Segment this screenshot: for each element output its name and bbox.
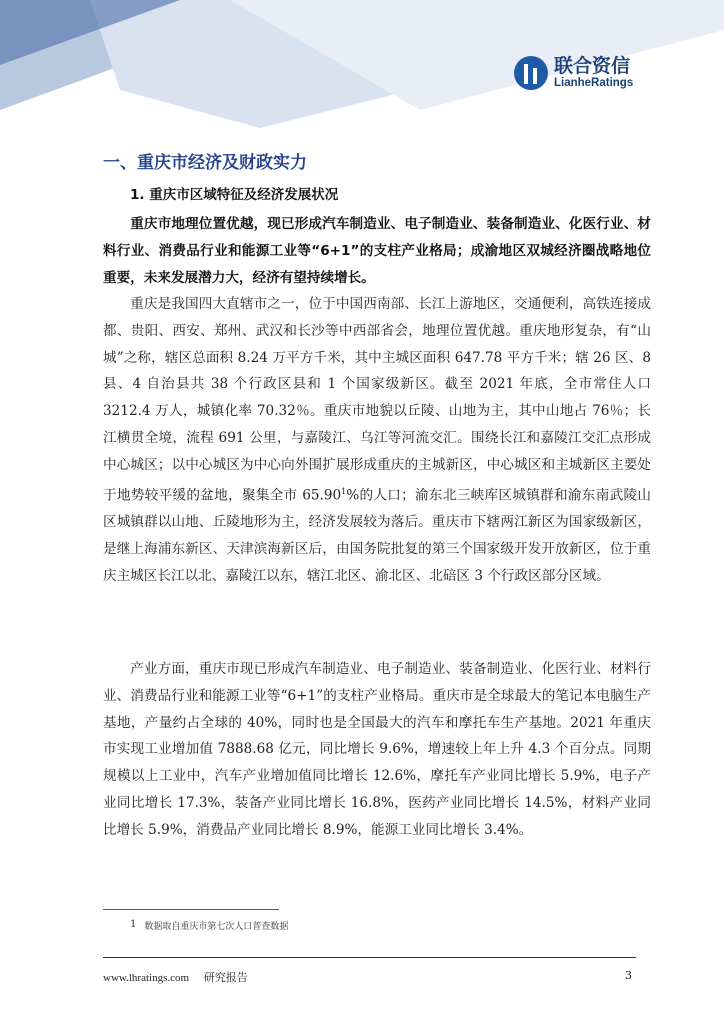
geography-paragraph [103,291,651,589]
geography-text: 重庆是我国四大直辖市之一，位于中国西南部、长江上游地区，交通便利，高铁连接成都、贵阳、西安、郑州、武汉和长沙等中西部省会，地理位置优越。重庆地形复杂，有“山城”之称，辖区总面积 8.24 万平方千米，其中主城区面积 647.78 平方千米；辖 26 区、8 县、4 自治县共 38 个行政区县和 1 个国家级新区。截至 2021 年底，全市常住人口 3212.4 万人，城镇化率 70.32％。重庆市地貌以丘陵、山地为主，其中山地占 76％；长江横贯全境，流程 691 公里，与嘉陵江、乌江等河流交汇。围绕长江和嘉陵江交汇点形成中心城区；以中心城区为中心向外围扩展形成重庆的主城新区，中心城区和主城新区主要处于地势较平缓的盆地，聚集全市 65.90 [103,296,651,504]
footer-website-link[interactable]: www.lhratings.com [103,972,190,984]
section-subtitle: 1. 重庆市区域特征及经济发展状况 [130,187,339,203]
section-title: 一、重庆市经济及财政实力 [103,153,307,173]
footnote-text: 数据取自重庆市第七次人口普查数据 [144,922,289,932]
brand-logo-icon [514,56,548,90]
footer-doc-type: 研究报告 [203,972,248,984]
footnote-number: 1 [130,919,137,930]
industry-paragraph: 产业方面，重庆市现已形成汽车制造业、电子制造业、装备制造业、化医行业、材料行业、消费品行业和能源工业等“6+1”的支柱产业格局。重庆市是全球最大的笔记本电脑生产基地，产量约占全球的 40%，同时也是全国最大的汽车和摩托车生产基地。2021 年重庆市实现工业增加值 7888.68 亿元，同比增长 9.6%，增速较上年上升 4.3 个百分点。同期规模以上工业中，汽车产业增加值同比增长 12.6%，摩托车产业同比增长 5.9%，电子产业同比增长 17.3%，装备产业同比增长 16.8%，医药产业同比增长 14.5%，材料产业同比增长 5.9%，消费品产业同比增长 8.9%，能源工业同比增长 3.4%。 [103,661,651,838]
footnote-ref[interactable]: 1 [341,486,347,496]
brand-logo [514,56,633,90]
footnote [130,919,288,932]
summary-paragraph: 重庆市地理位置优越，现已形成汽车制造业、电子制造业、装备制造业、化医行业、材料行业、消费品行业和能源工业等“6+1”的支柱产业格局；成渝地区双城经济圈战略地位重要，未来发展潜力大，经济有望持续增长。 [103,216,651,286]
footnote-divider [103,909,279,910]
brand-name-cn: 联合资信 [554,55,631,77]
footer-info [103,969,248,985]
footer-divider [103,957,636,958]
brand-name-en: LianheRatings [554,77,634,89]
page-number: 3 [625,969,632,982]
geography-text-tail: %的人口；渝东北三峡库区城镇群和渝东南武陵山区城镇群以山地、丘陵地形为主，经济发展较为落后。重庆市下辖两江新区为国家级新区，是继上海浦东新区、天津滨海新区后，由国务院批复的第三个国家级开发开放新区，位于重庆主城区长江以北、嘉陵江以东，辖江北区、渝北区、北碚区 3 个行政区部分区域。 [103,487,651,584]
